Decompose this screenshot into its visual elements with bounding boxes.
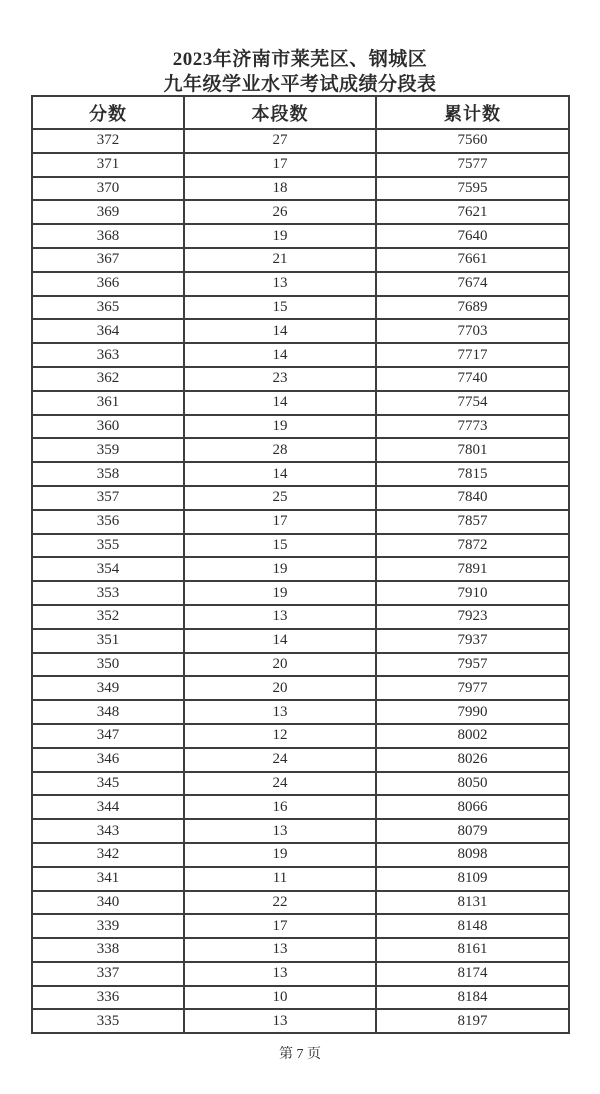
cell-segment-count: 13 <box>184 938 376 962</box>
cell-score: 356 <box>32 510 184 534</box>
cell-segment-count: 19 <box>184 224 376 248</box>
cell-score: 372 <box>32 129 184 153</box>
cell-score: 360 <box>32 415 184 439</box>
table-row <box>32 129 569 153</box>
cell-score: 346 <box>32 748 184 772</box>
cell-segment-count: 24 <box>184 772 376 796</box>
table-row <box>32 343 569 367</box>
cell-cumulative-count: 7801 <box>376 438 569 462</box>
cell-segment-count: 10 <box>184 986 376 1010</box>
table-row <box>32 462 569 486</box>
cell-segment-count: 16 <box>184 795 376 819</box>
cell-score: 348 <box>32 700 184 724</box>
cell-score: 335 <box>32 1009 184 1033</box>
cell-segment-count: 13 <box>184 272 376 296</box>
cell-cumulative-count: 8050 <box>376 772 569 796</box>
cell-cumulative-count: 7990 <box>376 700 569 724</box>
cell-score: 366 <box>32 272 184 296</box>
title-line-2: 九年级学业水平考试成绩分段表 <box>163 74 437 95</box>
cell-cumulative-count: 7937 <box>376 629 569 653</box>
cell-score: 343 <box>32 819 184 843</box>
table-row <box>32 153 569 177</box>
cell-score: 352 <box>32 605 184 629</box>
table-row <box>32 534 569 558</box>
cell-score: 351 <box>32 629 184 653</box>
cell-score: 363 <box>32 343 184 367</box>
cell-score: 350 <box>32 653 184 677</box>
cell-segment-count: 13 <box>184 819 376 843</box>
cell-score: 340 <box>32 891 184 915</box>
cell-segment-count: 15 <box>184 296 376 320</box>
table-row <box>32 676 569 700</box>
cell-cumulative-count: 7977 <box>376 676 569 700</box>
table-row <box>32 795 569 819</box>
table-row <box>32 415 569 439</box>
cell-cumulative-count: 8066 <box>376 795 569 819</box>
cell-cumulative-count: 8161 <box>376 938 569 962</box>
header-segment-count: 本段数 <box>184 96 376 129</box>
cell-segment-count: 14 <box>184 391 376 415</box>
cell-score: 336 <box>32 986 184 1010</box>
cell-cumulative-count: 8148 <box>376 914 569 938</box>
cell-cumulative-count: 7621 <box>376 200 569 224</box>
cell-segment-count: 19 <box>184 557 376 581</box>
cell-cumulative-count: 7872 <box>376 534 569 558</box>
cell-score: 358 <box>32 462 184 486</box>
table-row <box>32 367 569 391</box>
table-row <box>32 296 569 320</box>
cell-score: 370 <box>32 177 184 201</box>
page-number: 第 7 页 <box>279 1047 321 1062</box>
table-row <box>32 938 569 962</box>
table-row <box>32 700 569 724</box>
cell-score: 337 <box>32 962 184 986</box>
table-row <box>32 557 569 581</box>
cell-cumulative-count: 7560 <box>376 129 569 153</box>
table-row <box>32 605 569 629</box>
cell-segment-count: 24 <box>184 748 376 772</box>
cell-segment-count: 25 <box>184 486 376 510</box>
cell-score: 361 <box>32 391 184 415</box>
table-row <box>32 986 569 1010</box>
cell-cumulative-count: 8174 <box>376 962 569 986</box>
cell-segment-count: 19 <box>184 581 376 605</box>
cell-cumulative-count: 8002 <box>376 724 569 748</box>
cell-segment-count: 27 <box>184 129 376 153</box>
cell-cumulative-count: 7840 <box>376 486 569 510</box>
cell-segment-count: 12 <box>184 724 376 748</box>
table-row <box>32 914 569 938</box>
table-row <box>32 177 569 201</box>
cell-score: 339 <box>32 914 184 938</box>
table-row <box>32 391 569 415</box>
cell-segment-count: 13 <box>184 1009 376 1033</box>
cell-cumulative-count: 7674 <box>376 272 569 296</box>
table-body <box>32 129 569 1033</box>
cell-cumulative-count: 8098 <box>376 843 569 867</box>
cell-cumulative-count: 7923 <box>376 605 569 629</box>
cell-cumulative-count: 7957 <box>376 653 569 677</box>
table-row <box>32 510 569 534</box>
table-row <box>32 653 569 677</box>
table-row <box>32 819 569 843</box>
cell-cumulative-count: 7689 <box>376 296 569 320</box>
cell-segment-count: 13 <box>184 700 376 724</box>
cell-segment-count: 19 <box>184 843 376 867</box>
table-row <box>32 772 569 796</box>
score-table <box>31 95 570 1034</box>
cell-segment-count: 17 <box>184 914 376 938</box>
table-row <box>32 962 569 986</box>
table-row <box>32 486 569 510</box>
cell-score: 365 <box>32 296 184 320</box>
table-row <box>32 748 569 772</box>
table-row <box>32 843 569 867</box>
cell-cumulative-count: 7857 <box>376 510 569 534</box>
cell-segment-count: 18 <box>184 177 376 201</box>
cell-segment-count: 14 <box>184 629 376 653</box>
cell-segment-count: 21 <box>184 248 376 272</box>
table-row <box>32 224 569 248</box>
cell-score: 357 <box>32 486 184 510</box>
cell-cumulative-count: 8131 <box>376 891 569 915</box>
cell-score: 353 <box>32 581 184 605</box>
cell-score: 364 <box>32 319 184 343</box>
cell-segment-count: 19 <box>184 415 376 439</box>
cell-cumulative-count: 8197 <box>376 1009 569 1033</box>
cell-cumulative-count: 7740 <box>376 367 569 391</box>
table-header-row <box>32 96 569 129</box>
cell-score: 349 <box>32 676 184 700</box>
cell-cumulative-count: 7891 <box>376 557 569 581</box>
cell-segment-count: 23 <box>184 367 376 391</box>
cell-segment-count: 22 <box>184 891 376 915</box>
cell-score: 342 <box>32 843 184 867</box>
table-row <box>32 724 569 748</box>
table-row <box>32 248 569 272</box>
cell-segment-count: 20 <box>184 653 376 677</box>
document-title <box>0 47 600 97</box>
cell-segment-count: 14 <box>184 343 376 367</box>
cell-segment-count: 14 <box>184 462 376 486</box>
table-row <box>32 200 569 224</box>
cell-cumulative-count: 7577 <box>376 153 569 177</box>
cell-cumulative-count: 7595 <box>376 177 569 201</box>
cell-score: 341 <box>32 867 184 891</box>
cell-segment-count: 28 <box>184 438 376 462</box>
title-line-1: 2023年济南市莱芜区、钢城区 <box>172 49 428 70</box>
cell-cumulative-count: 7640 <box>376 224 569 248</box>
cell-score: 347 <box>32 724 184 748</box>
cell-cumulative-count: 7717 <box>376 343 569 367</box>
cell-cumulative-count: 7910 <box>376 581 569 605</box>
header-cumulative-count: 累计数 <box>376 96 569 129</box>
cell-segment-count: 14 <box>184 319 376 343</box>
cell-cumulative-count: 7661 <box>376 248 569 272</box>
cell-cumulative-count: 7815 <box>376 462 569 486</box>
table-row <box>32 272 569 296</box>
cell-segment-count: 13 <box>184 605 376 629</box>
table-row <box>32 1009 569 1033</box>
table-row <box>32 891 569 915</box>
cell-cumulative-count: 8026 <box>376 748 569 772</box>
cell-score: 367 <box>32 248 184 272</box>
cell-cumulative-count: 8109 <box>376 867 569 891</box>
table-row <box>32 581 569 605</box>
cell-segment-count: 26 <box>184 200 376 224</box>
cell-cumulative-count: 7703 <box>376 319 569 343</box>
table-row <box>32 629 569 653</box>
cell-score: 359 <box>32 438 184 462</box>
table-row <box>32 867 569 891</box>
cell-score: 362 <box>32 367 184 391</box>
cell-cumulative-count: 7754 <box>376 391 569 415</box>
cell-score: 338 <box>32 938 184 962</box>
cell-cumulative-count: 7773 <box>376 415 569 439</box>
cell-score: 371 <box>32 153 184 177</box>
cell-segment-count: 17 <box>184 510 376 534</box>
cell-segment-count: 11 <box>184 867 376 891</box>
table-row <box>32 438 569 462</box>
header-score: 分数 <box>32 96 184 129</box>
cell-score: 368 <box>32 224 184 248</box>
cell-cumulative-count: 8079 <box>376 819 569 843</box>
cell-score: 355 <box>32 534 184 558</box>
cell-score: 354 <box>32 557 184 581</box>
cell-score: 345 <box>32 772 184 796</box>
cell-segment-count: 17 <box>184 153 376 177</box>
cell-segment-count: 13 <box>184 962 376 986</box>
table-row <box>32 319 569 343</box>
cell-score: 369 <box>32 200 184 224</box>
cell-score: 344 <box>32 795 184 819</box>
cell-segment-count: 20 <box>184 676 376 700</box>
cell-segment-count: 15 <box>184 534 376 558</box>
cell-cumulative-count: 8184 <box>376 986 569 1010</box>
